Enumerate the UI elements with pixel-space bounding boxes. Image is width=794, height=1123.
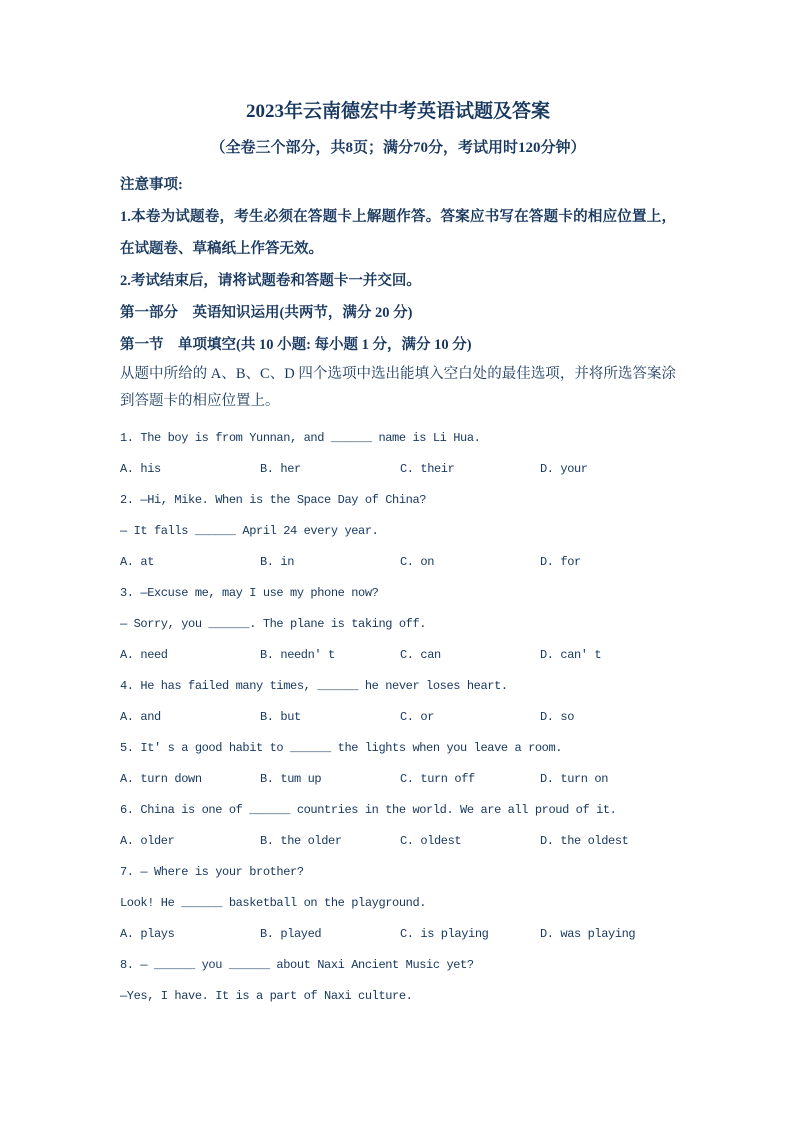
question-1-option-b: B. her bbox=[260, 462, 301, 476]
question-7-option-c: C. is playing bbox=[400, 927, 489, 941]
question-4-option-c: C. or bbox=[400, 710, 435, 724]
question-4-option-a: A. and bbox=[120, 710, 161, 724]
question-1 bbox=[120, 423, 676, 485]
question-7-option-d: D. was playing bbox=[540, 927, 636, 941]
question-8-text-line-2: —Yes, I have. It is a part of Naxi culture. bbox=[120, 989, 413, 1003]
question-3-text-line-1: 3. —Excuse me, may I use my phone now? bbox=[120, 586, 379, 600]
question-6-option-c: C. oldest bbox=[400, 834, 462, 848]
question-7 bbox=[120, 857, 676, 950]
notice-item-2: 2.考试结束后，请将试题卷和答题卡一并交回。 bbox=[120, 273, 421, 289]
question-6-options bbox=[120, 826, 676, 857]
question-6-option-b: B. the older bbox=[260, 834, 342, 848]
question-5-text: 5. It' s a good habit to ______ the lights when you leave a room. bbox=[120, 741, 563, 755]
exam-subtitle: （全卷三个部分，共8页；满分70分，考试用时120分钟） bbox=[210, 140, 586, 156]
question-1-options bbox=[120, 454, 676, 485]
question-3-options bbox=[120, 640, 676, 671]
section-heading: 第一节 单项填空(共 10 小题: 每小题 1 分，满分 10 分) bbox=[120, 337, 472, 353]
question-6-text: 6. China is one of ______ countries in the world. We are all proud of it. bbox=[120, 803, 617, 817]
notice-heading: 注意事项: bbox=[120, 177, 183, 193]
question-4-options bbox=[120, 702, 676, 733]
notice-item-1: 1.本卷为试题卷，考生必须在答题卡上解题作答。答案应书写在答题卡的相应位置上，在试题卷、草稿纸上作答无效。 bbox=[120, 209, 676, 257]
question-2 bbox=[120, 485, 676, 578]
question-6-option-a: A. older bbox=[120, 834, 175, 848]
question-5 bbox=[120, 733, 676, 795]
question-2-option-c: C. on bbox=[400, 555, 435, 569]
question-2-option-b: B. in bbox=[260, 555, 295, 569]
question-2-option-a: A. at bbox=[120, 555, 155, 569]
question-1-option-d: D. your bbox=[540, 462, 588, 476]
exam-title: 2023年云南德宏中考英语试题及答案 bbox=[245, 101, 550, 122]
question-7-text-line-2: Look! He ______ basketball on the playground. bbox=[120, 896, 427, 910]
question-6 bbox=[120, 795, 676, 857]
question-2-text-line-2: — It falls ______ April 24 every year. bbox=[120, 524, 379, 538]
question-3-option-a: A. need bbox=[120, 648, 168, 662]
question-7-options bbox=[120, 919, 676, 950]
question-1-option-c: C. their bbox=[400, 462, 455, 476]
question-3 bbox=[120, 578, 676, 671]
question-list bbox=[120, 423, 676, 1012]
question-5-option-d: D. turn on bbox=[540, 772, 609, 786]
question-4-option-d: D. so bbox=[540, 710, 575, 724]
question-5-option-c: C. turn off bbox=[400, 772, 475, 786]
question-1-text: 1. The boy is from Yunnan, and ______ name is Li Hua. bbox=[120, 431, 481, 445]
question-5-options bbox=[120, 764, 676, 795]
instructions: 从题中所给的 A、B、C、D 四个选项中选出能填入空白处的最佳选项，并将所选答案涂到答题卡的相应位置上。 bbox=[120, 366, 676, 409]
question-6-option-d: D. the oldest bbox=[540, 834, 629, 848]
question-7-text-line-1: 7. — Where is your brother? bbox=[120, 865, 304, 879]
question-2-options bbox=[120, 547, 676, 578]
question-2-option-d: D. for bbox=[540, 555, 581, 569]
question-7-option-b: B. played bbox=[260, 927, 322, 941]
question-4 bbox=[120, 671, 676, 733]
question-1-option-a: A. his bbox=[120, 462, 161, 476]
question-4-text: 4. He has failed many times, ______ he never loses heart. bbox=[120, 679, 508, 693]
question-8 bbox=[120, 950, 676, 1012]
part-heading: 第一部分 英语知识运用(共两节，满分 20 分) bbox=[120, 305, 413, 321]
question-7-option-a: A. plays bbox=[120, 927, 175, 941]
question-5-option-b: B. tum up bbox=[260, 772, 322, 786]
question-2-text-line-1: 2. —Hi, Mike. When is the Space Day of China? bbox=[120, 493, 427, 507]
question-8-text-line-1: 8. — ______ you ______ about Naxi Ancient Music yet? bbox=[120, 958, 474, 972]
question-5-option-a: A. turn down bbox=[120, 772, 202, 786]
question-3-option-c: C. can bbox=[400, 648, 441, 662]
question-3-text-line-2: — Sorry, you ______. The plane is taking off. bbox=[120, 617, 427, 631]
question-4-option-b: B. but bbox=[260, 710, 301, 724]
question-3-option-b: B. needn' t bbox=[260, 648, 335, 662]
question-3-option-d: D. can' t bbox=[540, 648, 602, 662]
